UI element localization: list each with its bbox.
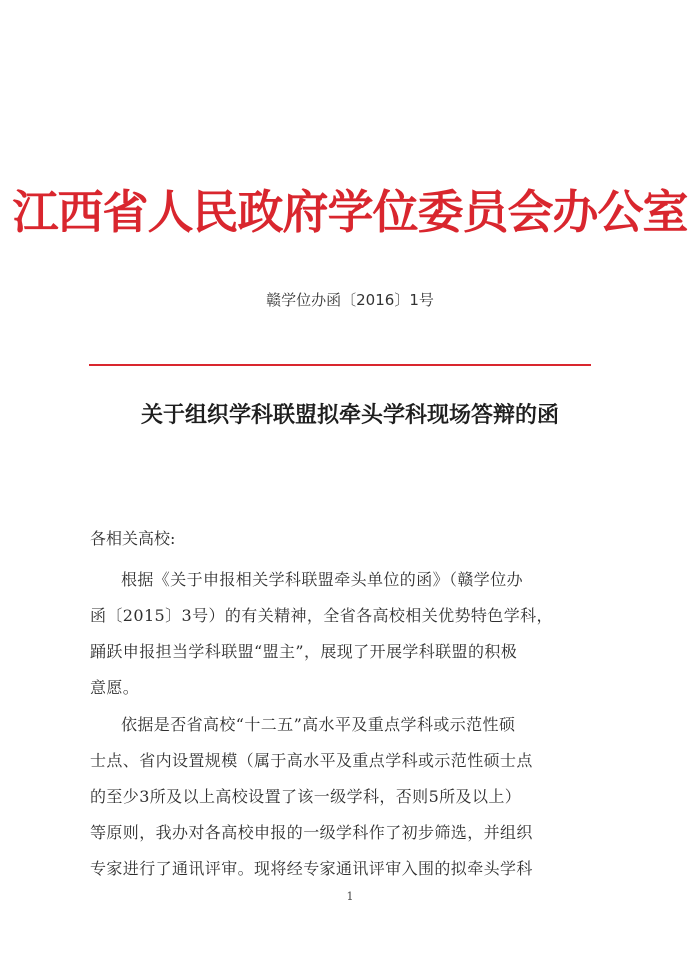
paragraph-2-line-1: 依据是否省高校“十二五”高水平及重点学科或示范性硕 [121,715,516,734]
paragraph-2-line-5: 专家进行了通讯评审。现将经专家通讯评审入围的拟牵头学科 [90,859,533,878]
red-divider-line [89,364,591,366]
page-number: 1 [346,890,354,903]
letterhead: 江西省人民政府学位委员会办公室 [12,185,688,239]
paragraph-2-line-3: 的至少3所及以上高校设置了该一级学科，否则5所及以上） [90,787,522,806]
paragraph-1-line-1: 根据《关于申报相关学科联盟牵头单位的函》（赣学位办 [121,570,524,589]
paragraph-1-line-3: 踊跃申报担当学科联盟“盟主”，展现了开展学科联盟的积极 [90,642,518,661]
paragraph-2-line-2: 士点、省内设置规模（属于高水平及重点学科或示范性硕士点 [90,751,533,770]
paragraph-2-line-4: 等原则，我办对各高校申报的一级学科作了初步筛选，并组织 [90,823,533,842]
document-number: 赣学位办函〔2016〕1号 [266,291,434,309]
document-title: 关于组织学科联盟拟牵头学科现场答辩的函 [140,402,559,428]
paragraph-1-line-4: 意愿。 [90,678,140,697]
salutation: 各相关高校: [90,529,176,548]
paragraph-1-line-2: 函〔2015〕3号）的有关精神，全省各高校相关优势特色学科， [90,606,553,625]
